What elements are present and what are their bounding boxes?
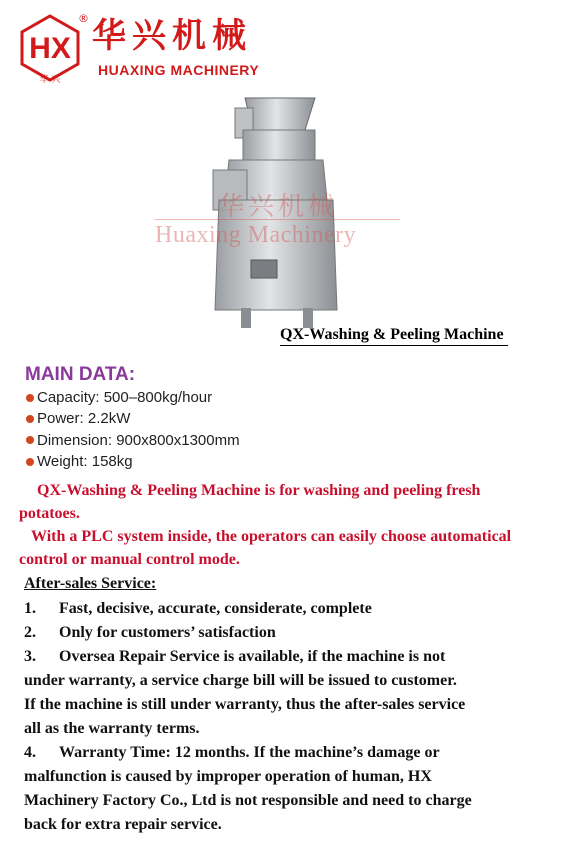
service-item-3 xyxy=(24,645,559,741)
spec-weight: Weight: 158kg xyxy=(37,452,133,470)
spec-power: Power: 2.2kW xyxy=(37,410,131,428)
service-line: back for extra repair service. xyxy=(24,816,222,833)
spec-capacity: Capacity: 500–800kg/hour xyxy=(37,389,213,406)
description-line: potatoes. xyxy=(19,505,80,522)
service-line: Only for customers’ satisfaction xyxy=(59,624,276,641)
brand-name-english: HUAXING MACHINERY xyxy=(98,62,260,78)
product-caption: QX-Washing & Peeling Machine xyxy=(280,326,508,346)
service-line: Oversea Repair Service is available, if the machine is not xyxy=(59,648,446,665)
description-paragraph-2 xyxy=(19,525,511,571)
service-item-2 xyxy=(24,621,559,645)
service-number: 3. xyxy=(24,648,36,665)
spec-item xyxy=(26,387,240,408)
watermark-chinese: 华兴机械 xyxy=(218,192,339,222)
service-number: 1. xyxy=(24,600,36,617)
huaxing-logo xyxy=(20,14,80,84)
service-item-4 xyxy=(24,741,559,837)
service-line: Fast, decisive, accurate, considerate, complete xyxy=(59,600,372,617)
watermark-english: Huaxing Machinery xyxy=(155,222,357,248)
service-line: If the machine is still under warranty, thus the after-sales service xyxy=(24,696,466,713)
description-paragraph-1 xyxy=(19,479,480,525)
service-line: Machinery Factory Co., Ltd is not responsible and need to charge xyxy=(24,792,472,809)
bullet-dot-icon xyxy=(26,415,34,423)
brand-name-chinese: 华兴机械 xyxy=(92,16,252,56)
spec-item xyxy=(26,408,240,429)
logo-initials: HX xyxy=(29,32,71,65)
service-item-1 xyxy=(24,597,559,621)
service-number: 2. xyxy=(24,624,36,641)
service-line: malfunction is caused by improper operation of human, HX xyxy=(24,768,432,785)
bullet-dot-icon xyxy=(26,458,34,466)
description-line: QX-Washing & Peeling Machine is for washing and peeling fresh xyxy=(37,482,481,499)
bullet-dot-icon xyxy=(26,436,34,444)
main-data-title: MAIN DATA: xyxy=(25,364,136,385)
after-sales-title: After-sales Service: xyxy=(24,575,157,592)
spec-item xyxy=(26,451,240,472)
logo-subtext: 华 兴 xyxy=(39,75,61,84)
service-line: Warranty Time: 12 months. If the machine’s damage or xyxy=(59,744,440,761)
registered-mark: ® xyxy=(78,12,89,25)
description-line: control or manual control mode. xyxy=(19,551,240,568)
spec-dimension: Dimension: 900x800x1300mm xyxy=(37,431,240,449)
description-line: With a PLC system inside, the operators can easily choose automatical xyxy=(31,528,512,545)
service-number: 4. xyxy=(24,744,36,761)
service-line: under warranty, a service charge bill will be issued to customer. xyxy=(24,672,457,689)
specs-list xyxy=(26,387,240,472)
spec-item xyxy=(26,430,240,451)
watermark-line xyxy=(155,219,400,220)
service-line: all as the warranty terms. xyxy=(24,720,200,737)
bullet-dot-icon xyxy=(26,394,34,402)
